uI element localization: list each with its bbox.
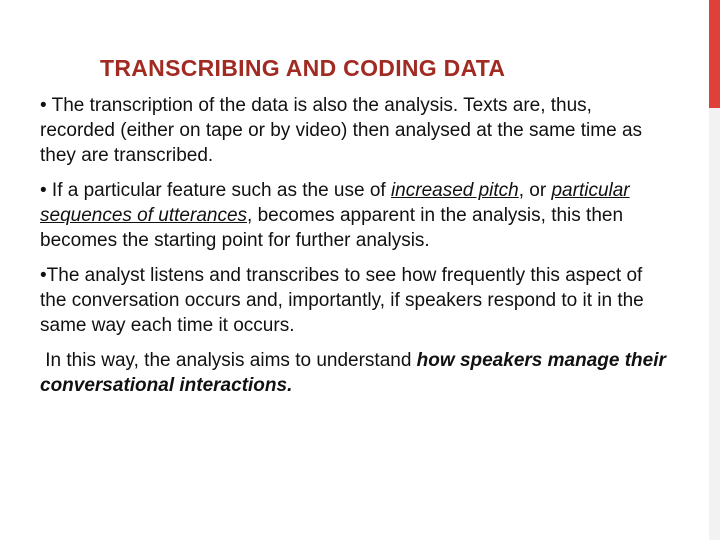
paragraph-transcription: • The transcription of the data is also the analysis. Texts are, thus, recorded (either on tape or by video) then analysed at the same time as they are transcribed. — [40, 95, 643, 166]
emphasis-increased-pitch: increased pitch — [390, 180, 519, 201]
paragraph-conclusion — [40, 348, 670, 398]
paragraph-analyst: •The analyst listens and transcribes to see how frequently this aspect of the conversation occurs and, importantly, if speakers respond to it in the same way each time it occurs. — [40, 265, 644, 336]
paragraph-text: , becomes apparent in the analysis, this then becomes the starting point for further analysis. — [40, 205, 624, 251]
side-bar — [709, 108, 720, 540]
emphasis-sequences-of-utterances: particular sequences of utterances — [40, 180, 630, 226]
paragraph-feature — [40, 178, 670, 253]
slide-title: TRANSCRIBING AND CODING DATA — [100, 55, 506, 81]
paragraph-text: , or — [518, 180, 552, 201]
slide-body — [40, 93, 670, 408]
paragraph-text: In this way, the analysis aims to understand — [40, 350, 417, 371]
paragraph-text: • If a particular feature such as the use of — [40, 180, 391, 201]
accent-bar — [709, 0, 720, 108]
emphasis-conclusion: how speakers manage their conversational interactions. — [40, 350, 666, 396]
